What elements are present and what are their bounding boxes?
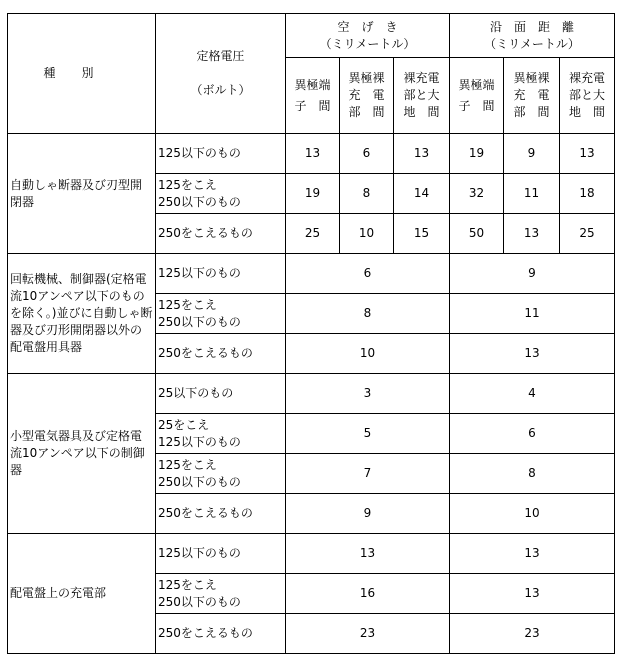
voltage-cell: 25をこえ 125以下のもの (156, 414, 286, 454)
voltage-cell: 125以下のもの (156, 134, 286, 174)
clearance-value: 7 (286, 454, 450, 494)
value-cell: 25 (286, 214, 340, 254)
table-row (8, 374, 615, 414)
voltage-cell: 125をこえ 250以下のもの (156, 174, 286, 214)
voltage-cell: 25以下のもの (156, 374, 286, 414)
header-sub-ground-2: 裸充電 部と大 地 間 (560, 58, 615, 134)
voltage-cell: 125をこえ 250以下のもの (156, 294, 286, 334)
header-sub-live: 異極裸 充 電 部 間 (340, 58, 394, 134)
value-cell: 8 (340, 174, 394, 214)
value-cell: 18 (560, 174, 615, 214)
creepage-value: 13 (450, 334, 615, 374)
value-cell: 11 (504, 174, 560, 214)
table-row (8, 534, 615, 574)
header-clearance: 空 げ き （ミリメートル） (286, 14, 450, 58)
voltage-cell: 250をこえるもの (156, 494, 286, 534)
clearance-value: 10 (286, 334, 450, 374)
clearance-value: 23 (286, 614, 450, 654)
value-cell: 15 (394, 214, 450, 254)
clearance-value: 5 (286, 414, 450, 454)
voltage-cell: 250をこえるもの (156, 614, 286, 654)
creepage-value: 23 (450, 614, 615, 654)
clearance-value: 9 (286, 494, 450, 534)
category-cell: 配電盤上の充電部 (8, 534, 156, 654)
category-cell: 回転機械、制御器(定格電流10アンペア以下のものを除く。)並びに自動しゃ断器及び刃形開閉器以外の配電盤用具器 (8, 254, 156, 374)
creepage-value: 4 (450, 374, 615, 414)
value-cell: 19 (286, 174, 340, 214)
creepage-value: 13 (450, 574, 615, 614)
creepage-value: 8 (450, 454, 615, 494)
voltage-cell: 125以下のもの (156, 254, 286, 294)
category-cell: 自動しゃ断器及び刃型開閉器 (8, 134, 156, 254)
voltage-cell: 125以下のもの (156, 534, 286, 574)
voltage-cell: 125をこえ 250以下のもの (156, 574, 286, 614)
value-cell: 50 (450, 214, 504, 254)
creepage-value: 11 (450, 294, 615, 334)
clearance-value: 13 (286, 534, 450, 574)
value-cell: 19 (450, 134, 504, 174)
voltage-cell: 250をこえるもの (156, 334, 286, 374)
header-sub-ground: 裸充電 部と大 地 間 (394, 58, 450, 134)
creepage-value: 9 (450, 254, 615, 294)
creepage-value: 6 (450, 414, 615, 454)
value-cell: 13 (504, 214, 560, 254)
category-cell: 小型電気器具及び定格電流10アンペア以下の制御器 (8, 374, 156, 534)
clearance-value: 6 (286, 254, 450, 294)
spec-table (7, 13, 615, 654)
table-row (8, 254, 615, 294)
creepage-value: 13 (450, 534, 615, 574)
clearance-value: 16 (286, 574, 450, 614)
header-kind: 種別 (8, 14, 156, 134)
header-sub-terminal-2: 異極端 子 間 (450, 58, 504, 134)
table-row (8, 134, 615, 174)
value-cell: 13 (286, 134, 340, 174)
value-cell: 10 (340, 214, 394, 254)
value-cell: 6 (340, 134, 394, 174)
voltage-cell: 250をこえるもの (156, 214, 286, 254)
clearance-value: 3 (286, 374, 450, 414)
value-cell: 32 (450, 174, 504, 214)
header-sub-live-2: 異極裸 充 電 部 間 (504, 58, 560, 134)
header-sub-terminal: 異極端 子 間 (286, 58, 340, 134)
value-cell: 25 (560, 214, 615, 254)
creepage-value: 10 (450, 494, 615, 534)
value-cell: 13 (560, 134, 615, 174)
header-voltage: 定格電圧 （ボルト） (156, 14, 286, 134)
header-creepage: 沿 面 距 離 （ミリメートル） (450, 14, 615, 58)
value-cell: 13 (394, 134, 450, 174)
value-cell: 9 (504, 134, 560, 174)
clearance-value: 8 (286, 294, 450, 334)
value-cell: 14 (394, 174, 450, 214)
voltage-cell: 125をこえ 250以下のもの (156, 454, 286, 494)
